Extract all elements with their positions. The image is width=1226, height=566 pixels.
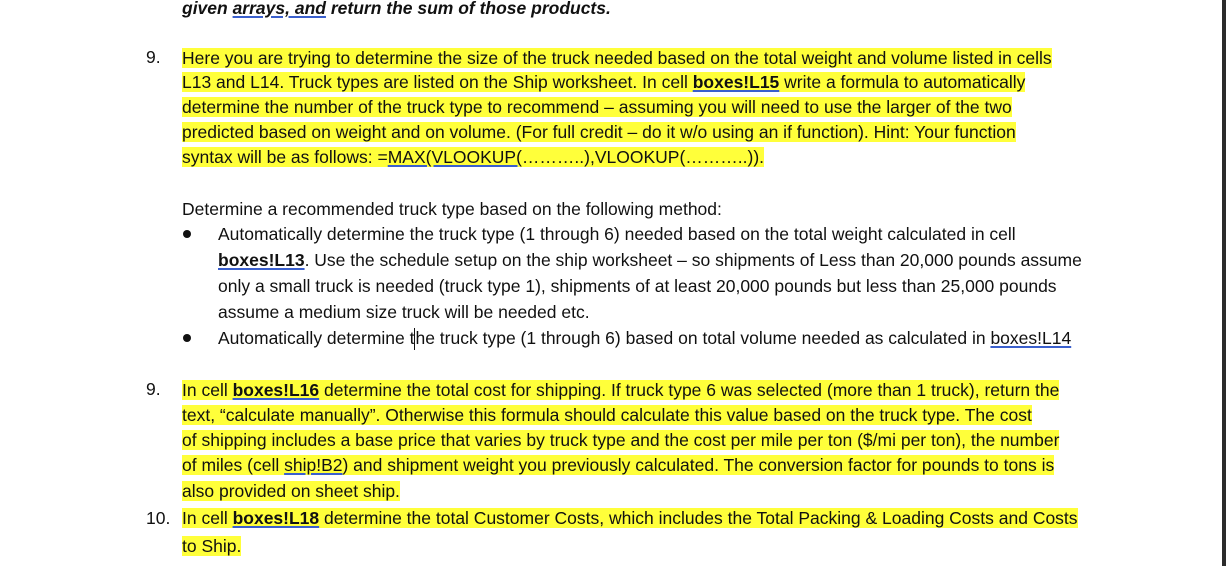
item-a-line-2: [182, 70, 1025, 94]
item-b-line-5: [182, 479, 400, 503]
item-c-line-1-pre: In cell: [182, 508, 233, 528]
item-c-line-1: [182, 506, 1078, 530]
bullet-2-line: [218, 326, 1071, 350]
item-b-line-5-text: also provided on sheet ship.: [182, 481, 400, 501]
item-b-line-4-post: ) and shipment weight you previously calculated. The conversion factor for pounds to tons is: [342, 455, 1055, 475]
item-a-line-3: [182, 95, 1012, 119]
item-b-line-1-post: determine the total cost for shipping. If truck type 6 was selected (more than 1 truck), return the: [319, 380, 1060, 400]
item-a-line-1: [182, 46, 1052, 70]
top-fragment-text-2: return the sum of those products.: [325, 0, 611, 18]
bullet-1-line-1: Automatically determine the truck type (1 through 6) needed based on the total weight calculated in cell: [218, 224, 1016, 244]
item-b-line-1: [182, 378, 1059, 402]
item-a-line-2-text: L13 and L14. Truck types are listed on the Ship worksheet. In cell: [182, 72, 693, 92]
item-c-line-1-post: determine the total Customer Costs, which includes the Total Packing & Loading Costs and Costs: [319, 508, 1078, 528]
bullet-1-line-2-tail: . Use the schedule setup on the ship worksheet – so shipments of Less than 20,000 pounds assume: [304, 250, 1082, 270]
bullet-2-post: he truck type (1 through 6) based on total volume needed as calculated in: [415, 328, 991, 348]
item-a-number: 9.: [146, 47, 161, 67]
item-c-line-2-text: to Ship.: [182, 536, 242, 556]
item-a-line-1-text: Here you are trying to determine the size of the truck needed based on the total weight and volume listed in cells: [182, 48, 1052, 68]
item-b-line-4-pre: of miles (cell: [182, 455, 285, 475]
bullet-1-line-2: [218, 248, 1082, 272]
method-intro: Determine a recommended truck type based on the following method:: [182, 199, 722, 219]
item-a-line-3-text: determine the number of the truck type to recommend – assuming you will need to use the larger of the two: [182, 97, 1012, 117]
top-fragment-link: arrays, and: [232, 0, 326, 18]
top-fragment-text-1: given: [182, 0, 233, 18]
item-c-number: 10.: [146, 508, 171, 528]
item-b-link: boxes!L16: [232, 380, 320, 400]
item-a-syntax-link: MAX(VLOOKUP(: [387, 147, 522, 167]
item-a-line-4-text: predicted based on weight and on volume. (For full credit – do it w/o using an if function). Hint: Your function: [182, 122, 1016, 142]
bullet-1-link: boxes!L13: [218, 250, 305, 270]
top-fragment: [182, 0, 611, 20]
item-b-line-2-text: text, “calculate manually”. Otherwise this formula should calculate this value based on the truck type. The cost: [182, 405, 1032, 425]
item-c-link: boxes!L18: [232, 508, 320, 528]
item-b-line-4: [182, 453, 1054, 477]
bullet-1-line-3: only a small truck is needed (truck type 1), shipments of at least 20,000 pounds but less than 25,000 pounds: [218, 276, 1057, 296]
text-cursor: [414, 328, 415, 350]
item-a-line-4: [182, 120, 1016, 144]
window-edge: [1222, 0, 1226, 566]
bullet-2-dot: [183, 334, 191, 342]
bullet-1-dot: [183, 230, 191, 238]
item-a-cell-ref: boxes!L15: [692, 72, 780, 92]
bullet-1-line-4: assume a medium size truck will be needed etc.: [218, 302, 590, 322]
item-a-line-5: [182, 145, 764, 169]
item-a-line-2-tail: write a formula to automatically: [779, 72, 1026, 92]
item-b-line-3: [182, 428, 1059, 452]
bullet-2-link: boxes!L14: [990, 328, 1072, 348]
item-a-syntax-pre: syntax will be as follows: =: [182, 147, 388, 167]
item-b-line-3-text: of shipping includes a base price that varies by truck type and the cost per mile per ton ($/mi per ton), the number: [182, 430, 1060, 450]
item-a-syntax-post: ………..),VLOOKUP(………..)).: [521, 147, 765, 167]
bullet-2-pre: Automatically determine t: [218, 328, 415, 348]
item-c-line-2: [182, 534, 241, 558]
item-b-number: 9.: [146, 379, 161, 399]
item-b-line-4-link: ship!B2: [284, 455, 343, 475]
item-b-line-2: [182, 403, 1032, 427]
item-b-line-1-pre: In cell: [182, 380, 233, 400]
